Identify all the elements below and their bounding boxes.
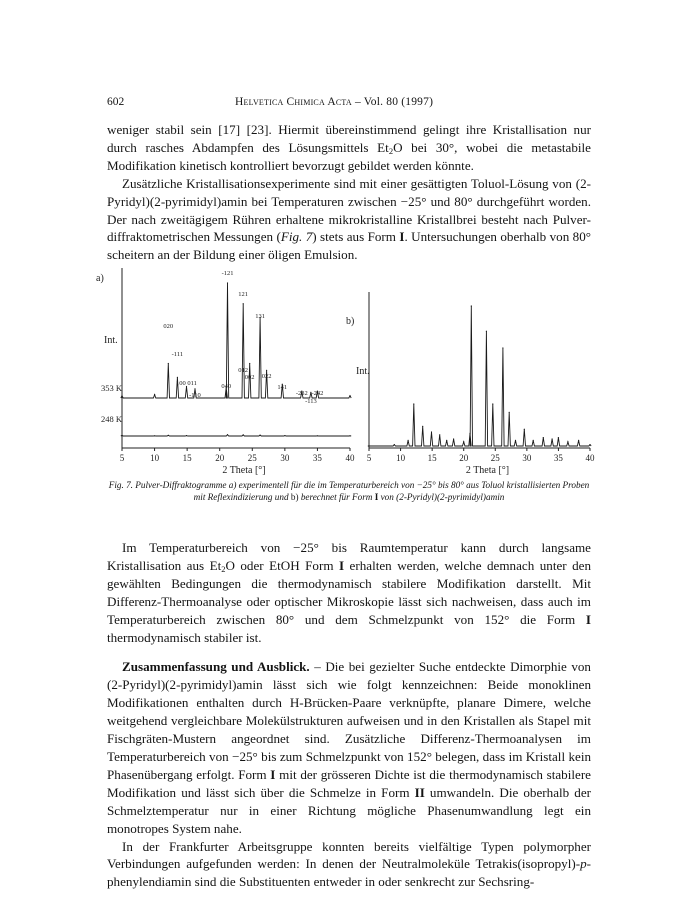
y-axis-label-a: Int. [104, 335, 118, 346]
form-label: II [414, 784, 425, 800]
data-point-b-0 [446, 440, 447, 441]
data-point-a-0 [154, 394, 155, 395]
x-tick-label-b: 25 [490, 453, 500, 463]
x-tick-label-b: 40 [585, 453, 595, 463]
series-label-1: 248 K [101, 414, 123, 424]
data-point-b-0 [502, 347, 503, 348]
x-tick-label-a: 5 [119, 453, 125, 463]
reflection-label: -232 [295, 390, 308, 397]
data-point-a-1 [260, 435, 261, 436]
data-point-a-0 [121, 395, 122, 396]
data-point-b-0 [492, 403, 493, 404]
data-point-a-0 [177, 377, 178, 378]
text-run: erhalten werden, welche demnach unter den gewählten Bedingungen die thermodynamisch stabilere Modifikation darstellt. Mit Differenz-Thermoanalyse oder optischer Mikroskopie lässt sich nachweisen, dass auch im Temperaturbereich zwischen 80° und dem Schmelzpunkt von 152° die Form [107, 557, 591, 627]
text-run: -phenylendiamin sind die Substituenten entweder in oder senkrecht zur Sechsring- [107, 856, 591, 890]
panel-label-a: a) [96, 273, 104, 284]
reflection-label: -242 [311, 390, 324, 397]
reflection-label: 040 [221, 383, 232, 390]
x-tick-label-a: 25 [247, 453, 257, 463]
data-point-a-0 [349, 395, 350, 396]
text-run: O oder EtOH Form [225, 557, 339, 573]
reflection-label: 002 [244, 374, 255, 381]
caption-text: von (2-Pyridyl)(2-pyrimidyl)amin [378, 492, 505, 503]
text-run: mit der grösseren Dichte ist die thermodynamisch stabilere Modifikation und lässt sich über die Schmelze in Form [107, 766, 591, 800]
data-point-a-1 [317, 435, 318, 436]
body-text [107, 539, 591, 891]
page-number: 602 [107, 96, 125, 108]
series-line-b-0 [368, 306, 591, 446]
x-tick-label-a: 20 [215, 453, 225, 463]
series-line-a-0 [121, 283, 351, 398]
text-run: thermodynamisch stabiler ist. [107, 629, 262, 645]
subscript-2: 2 [388, 145, 394, 156]
x-tick-label-a: 15 [182, 453, 192, 463]
y-axis-label-b: Int. [356, 366, 370, 377]
x-tick-label-b: 15 [427, 453, 437, 463]
panel-label-b: b) [346, 316, 355, 327]
form-label: I [399, 229, 405, 245]
text-run: In der Frankfurter Arbeitsgruppe konnten bereits vielfältige Typen polymorpher Verbindungen aufgefunden werden: In denen der Neutralmoleküle Tetrakis(isopropyl)- [107, 838, 591, 872]
form-label: I [338, 557, 345, 573]
italic-prefix: p [580, 856, 587, 872]
data-point-a-1 [243, 434, 244, 435]
data-point-b-0 [431, 431, 432, 432]
data-point-a-1 [284, 435, 285, 436]
x-axis-label-b: 2 Theta [°] [465, 465, 510, 476]
x-tick-label-b: 20 [459, 453, 469, 463]
journal-volume: – Vol. 80 (1997) [354, 96, 434, 108]
paragraph-5 [107, 838, 591, 892]
reflection-label: 141 [277, 384, 288, 391]
data-point-b-0 [524, 429, 525, 430]
figure-reference: Fig. 7 [280, 229, 313, 245]
data-point-b-0 [408, 440, 409, 441]
data-point-b-0 [533, 440, 534, 441]
data-point-b-0 [589, 444, 590, 445]
data-point-b-0 [469, 433, 470, 434]
caption-text: b) [290, 492, 299, 503]
paragraph-3 [107, 539, 591, 646]
x-tick-label-a: 30 [280, 453, 290, 463]
x-tick-label-a: 35 [312, 453, 322, 463]
reflection-label: -121 [221, 270, 234, 277]
section-heading: Zusammenfassung und Ausblick. [122, 659, 310, 675]
data-point-a-1 [168, 435, 169, 436]
data-point-a-0 [243, 303, 244, 304]
data-point-b-0 [486, 331, 487, 332]
data-point-b-0 [368, 445, 369, 446]
caption-text: Fig. 7. Pulver-Diffraktogramme a) experimentell für die im Temperaturbereich von −25° bis 80° aus Toluol kristallisierten Proben mit Reflexindizierung und [108, 480, 590, 503]
text-run: . Untersuchungen oberhalb von 80° scheitern an der Bildung einer öligen Emulsion. [107, 229, 591, 263]
x-tick-label-b: 10 [396, 453, 406, 463]
x-tick-label-b: 35 [553, 453, 563, 463]
x-tick-label-b: 30 [522, 453, 532, 463]
data-point-b-0 [552, 438, 553, 439]
journal-name: Helvetica Chimica Acta [235, 96, 352, 108]
data-point-b-0 [413, 403, 414, 404]
text-run: – Die bei gezielter Suche entdeckte Dimorphie von (2-Pyridyl)(2-pyrimidyl)amin lässt sich wie folgt kennzeichnen: Beide monoklinen Modifikationen enthalten durch H-Brücken-Paare verknüpfte, planare Dimere, welche weitgehend vergleichbare Molekülstrukturen aufweisen und in den Kristallen als Stapel mit Fischgräten-Mustern angeordnet sind. Zusätzliche Differenz-Thermoanalysen im Temperaturbereich von −25° bis zum Schmelzpunkt von 152° belegen, dass im Kristall kein Phasenübergang erfolgt. Form [107, 659, 591, 782]
text-run: ) stets aus Form [312, 229, 400, 245]
reflection-label: 100 011 [176, 380, 197, 387]
data-point-a-0 [266, 370, 267, 371]
x-tick-label-a: 40 [345, 453, 355, 463]
data-point-b-0 [394, 444, 395, 445]
text-run: Zusätzliche Kristallisationsexperimente sind mit einer gesättigten Toluol-Lösung von (2-Pyridyl)(2-pyrimidyl)amin bei Temperaturen zwischen −25° und 80° durchgeführt worden. Der nach zweitägigem Rühren erhaltene mikrokristalline Kristallbrei besteht nach Pulver-diffraktometrischen Messungen ( [107, 175, 591, 245]
reflection-label: 121 [238, 291, 249, 298]
subscript-2: 2 [221, 563, 226, 574]
data-point-a-0 [227, 282, 228, 283]
series-line-a-1 [121, 435, 351, 436]
data-point-b-0 [439, 434, 440, 435]
data-point-b-0 [578, 440, 579, 441]
reflection-label: 131 [255, 313, 265, 320]
caption-text: berechnet für Form [298, 492, 375, 503]
series-label-0: 353 K [101, 383, 123, 393]
data-point-a-1 [227, 434, 228, 435]
data-point-b-0 [509, 412, 510, 413]
x-tick-label-a: 10 [150, 453, 160, 463]
data-point-b-0 [543, 437, 544, 438]
reflection-label: 012 [238, 367, 249, 374]
data-point-a-0 [168, 363, 169, 364]
form-label: I [585, 611, 591, 627]
text-run: O bei 30°, wobei die metastabile Modifikation kinetisch kontrolliert bevorzugt gebildet werden könnte. [107, 139, 591, 173]
reflection-label: -111 [171, 351, 184, 358]
data-point-a-1 [121, 435, 122, 436]
reflection-label: 022 [261, 373, 272, 380]
data-point-b-0 [422, 426, 423, 427]
data-point-b-0 [515, 440, 516, 441]
data-point-b-0 [567, 441, 568, 442]
form-label: I [270, 766, 276, 782]
figure-caption [107, 479, 591, 504]
x-axis-label-a: 2 Theta [°] [222, 465, 266, 476]
data-point-b-0 [453, 438, 454, 439]
data-point-a-0 [249, 363, 250, 364]
text-run: weniger stabil sein [17] [23]. Hiermit übereinstimmend gelingt ihre Kristallisation nur durch rasches Abdampfen des Lösungsmittels Et [107, 122, 591, 155]
reflection-label: 020 [163, 323, 174, 330]
paragraph-4 [107, 658, 591, 837]
form-label: I [374, 492, 379, 503]
data-point-a-1 [349, 435, 350, 436]
text-run: Im Temperaturbereich von −25° bis Raumtemperatur kann durch langsame Kristallisation aus Et [107, 540, 591, 573]
x-tick-label-b: 5 [366, 453, 372, 463]
data-point-b-0 [463, 441, 464, 442]
reflection-label: -110 [189, 392, 201, 399]
data-point-a-0 [194, 388, 195, 389]
data-point-a-1 [154, 435, 155, 436]
data-point-b-0 [471, 305, 472, 306]
data-point-b-0 [558, 437, 559, 438]
data-point-a-1 [186, 435, 187, 436]
text-run: umwandeln. Die oberhalb der Schmelztemperatur nur in einer Richtung mögliche Phasenumwandlung legt ein monotropes System nahe. [107, 784, 591, 836]
reflection-label: -113 [305, 398, 317, 405]
